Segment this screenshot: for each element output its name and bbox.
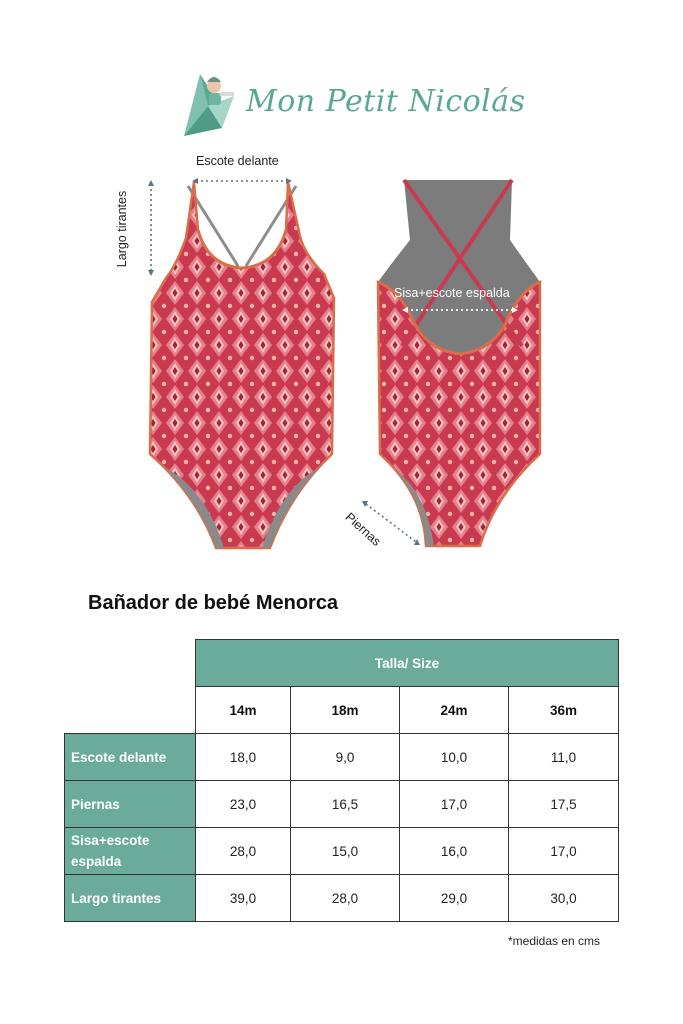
row-label: Escote delante xyxy=(65,734,196,781)
table-cell: 30,0 xyxy=(509,875,619,922)
table-cell: 28,0 xyxy=(291,875,400,922)
table-cell: 17,5 xyxy=(509,781,619,828)
table-cell: 18,0 xyxy=(196,734,291,781)
table-corner-2 xyxy=(65,687,196,734)
table-cell: 17,0 xyxy=(400,781,509,828)
origami-kid-icon xyxy=(178,66,244,142)
front-view xyxy=(148,178,334,548)
table-cell: 11,0 xyxy=(509,734,619,781)
swimsuit-drawing xyxy=(120,150,570,570)
table-cell: 17,0 xyxy=(509,828,619,875)
table-size-row xyxy=(65,687,619,734)
label-sisa-escote-espalda: Sisa+escote espalda xyxy=(394,286,510,300)
table-cell: 39,0 xyxy=(196,875,291,922)
row-label: Piernas xyxy=(65,781,196,828)
size-label: 24m xyxy=(400,687,509,734)
product-title: Bañador de bebé Menorca xyxy=(88,592,339,614)
label-escote-delante: Escote delante xyxy=(196,154,279,168)
table-cell: 15,0 xyxy=(291,828,400,875)
row-label: Sisa+escote espalda xyxy=(65,828,196,875)
table-header-row xyxy=(65,640,619,687)
swimsuit-diagram xyxy=(115,150,570,570)
table-cell: 28,0 xyxy=(196,828,291,875)
label-largo-tirantes: Largo tirantes xyxy=(115,190,130,268)
table-cell: 16,5 xyxy=(291,781,400,828)
table-row xyxy=(65,781,619,828)
table-cell: 23,0 xyxy=(196,781,291,828)
table-cell: 9,0 xyxy=(291,734,400,781)
table-row xyxy=(65,734,619,781)
table-corner xyxy=(65,640,196,687)
size-label: 18m xyxy=(291,687,400,734)
table-cell: 29,0 xyxy=(400,875,509,922)
brand-name: Mon Petit Nicolás xyxy=(246,84,526,119)
row-label: Largo tirantes xyxy=(65,875,196,922)
table-cell: 16,0 xyxy=(400,828,509,875)
back-view xyxy=(362,180,540,546)
footnote: *medidas en cms xyxy=(508,934,601,948)
label-piernas: Piernas xyxy=(342,510,384,549)
table-row xyxy=(65,828,619,875)
table-header: Talla/ Size xyxy=(196,640,619,687)
brand-logo xyxy=(178,66,538,142)
size-label: 14m xyxy=(196,687,291,734)
size-label: 36m xyxy=(509,687,619,734)
table-row xyxy=(65,875,619,922)
table-cell: 10,0 xyxy=(400,734,509,781)
size-table xyxy=(64,639,619,922)
